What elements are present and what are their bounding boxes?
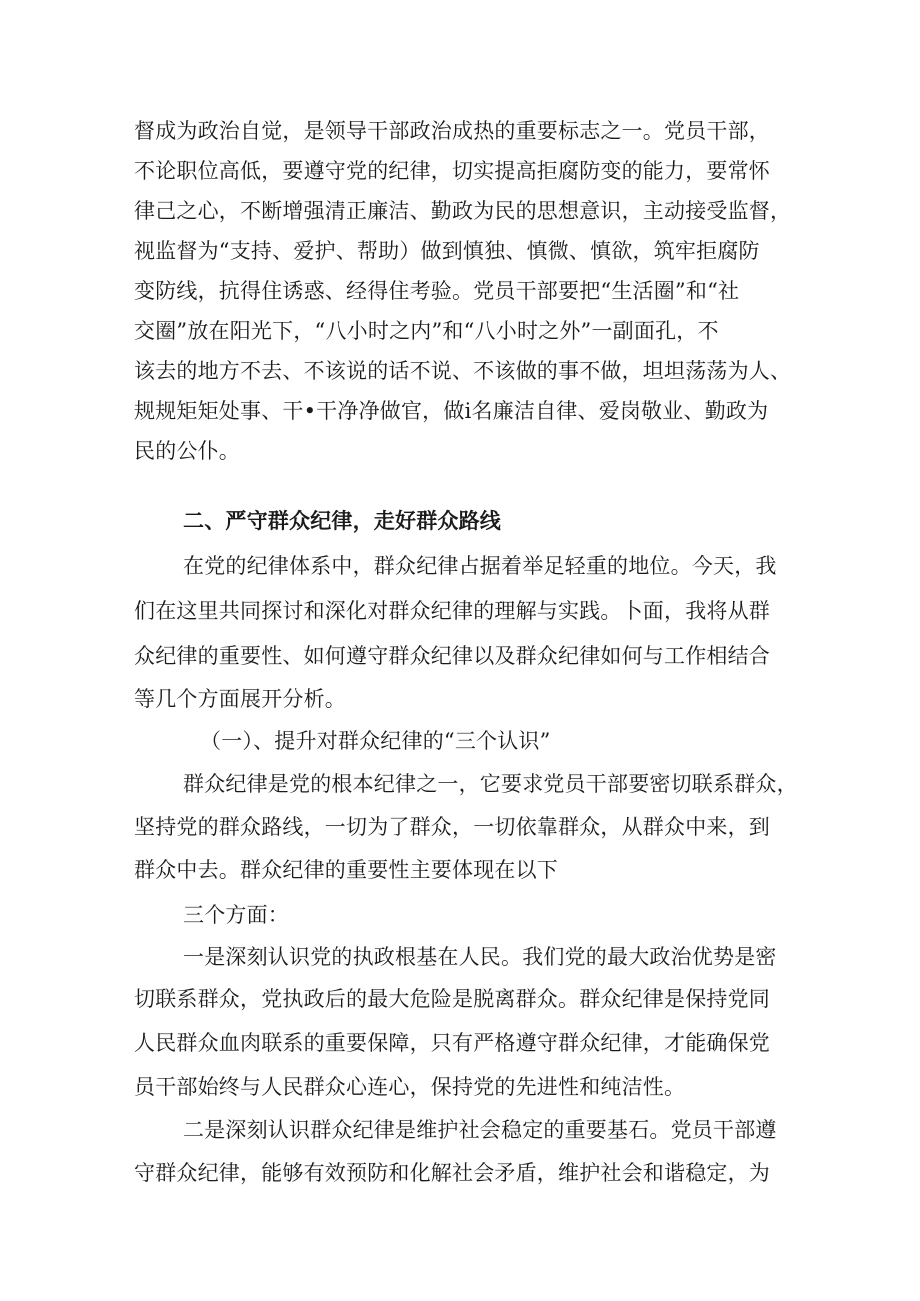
text-line: 视监督为“支持、爱护、帮助）做到慎独、慎微、慎欲，筑牢拒腐防 [134,239,760,263]
text-line: 众纪律的重要性、如何遵守群众纪律以及群众纪律如何与工作相结合 [134,644,770,668]
text-line: 规规矩矩处事、干•干净净做官，做i名廉洁自律、爱岗敬业、勤政为 [134,399,769,423]
text-line: 人民群众血肉联系的重要保障，只有严格遵守群众纪律，才能确保党 [134,1031,770,1055]
text-line: 一是深刻认识党的执政根基在人民。我们党的最大政治优势是密 [183,945,777,969]
text-line: 交圈”放在阳光下，“八小时之内”和“八小时之外”一副面孔，不 [134,319,719,343]
text-line: 不论职位高低，要遵守党的纪律，切实提高拒腐防变的能力，要常怀 [134,159,770,183]
text-line: 该去的地方不去、不该说的话不说、不该做的事不做，坦坦荡荡为人、 [134,359,792,383]
text-line: 守群众纪律，能够有效预防和化解社会矛盾，维护社会和谐稳定，为 [134,1161,770,1185]
text-line: 们在这里共同探讨和深化对群众纪律的理解与实践。卜面，我将从群 [134,599,770,623]
text-line: 律己之心，不断增强清正廉洁、勤政为民的思想意识，主动接受监督， [134,199,792,223]
text-line: 切联系群众，党执政后的最大危险是脱离群众。群众纪律是保持党同 [134,987,770,1011]
text-line: 督成为政治自觉，是领导干部政治成热的重要标志之一。党员干部， [134,119,770,143]
text-line: 员干部始终与人民群众心连心，保持党的先进性和纯洁性。 [134,1075,686,1099]
text-line: 变防线，抗得住诱惑、经得住考验。党员干部要把“生活圈”和“社 [134,279,740,303]
text-line: 二是深刻认识群众纪律是维护社会稳定的重要基石。党员干部遵 [183,1118,777,1142]
text-line: 民的公仆。 [134,439,240,463]
text-line: 群众纪律是党的根本纪律之一，它要求党员干部要密切联系群众， [183,772,798,796]
text-line: 群众中去。群众纪律的重要性主要体现在以下 [134,858,558,882]
text-line: 等几个方面展开分析。 [134,687,346,711]
text-line: 坚持党的群众路线，一切为了群众，一切依靠群众，从群众中来，到 [134,815,770,839]
section-heading: 二、严守群众纪律，走好群众路线 [183,509,501,533]
subsection-heading: （一）、提升对群众纪律的“三个认识” [200,729,551,753]
text-line: 三个方面： [183,903,289,927]
text-line: 在党的纪律体系中，群众纪律占据着举足轻重的地位。今天，我 [183,554,777,578]
